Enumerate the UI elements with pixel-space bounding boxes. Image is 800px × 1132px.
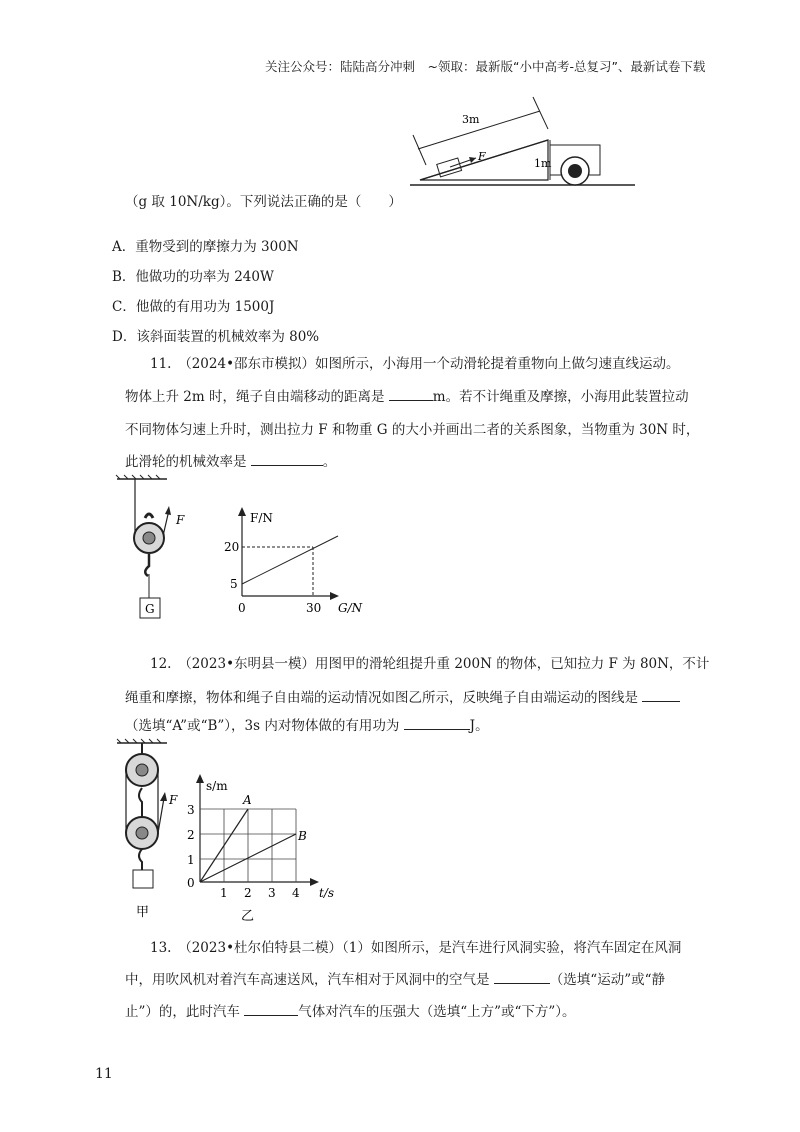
label-b: B [298,829,307,843]
q11-weight-label: G [145,602,155,616]
q11-line2 [125,385,689,405]
q12-line1: 12. （2023•东明县一模）用图甲的滑轮组提升重 200N 的物体，已知拉力 F 为 80N，不计 [150,656,710,672]
q12-force-arrow [160,792,167,801]
st-y-tick-1: 1 [187,853,195,867]
page-header: 关注公众号：陆陆高分冲刺 ~领取：最新版“小中高考-总复习”、最新试卷下载 [265,59,706,74]
q10-option-a: A．重物受到的摩擦力为 300N [112,239,299,255]
q12-weight-box [133,870,153,888]
q11-line1: 11. （2024•邵东市模拟）如图所示，小海用一个动滑轮提着重物向上做匀速直线运动。 [150,356,680,372]
hook [145,554,149,576]
q11-force-arrow [165,506,171,515]
incline-figure [400,85,645,195]
y-tick-5: 5 [230,577,238,591]
caption-yi: 乙 [241,909,255,924]
st-y-tick-2: 2 [187,828,195,842]
q11-line3: 不同物体匀速上升时，测出拉力 F 和物重 G 的大小并画出二者的关系图象，当物重为 30N 时， [125,422,700,438]
x-tick-30: 30 [306,601,322,615]
q12-st-graph [183,770,353,925]
q13-line2 [125,968,665,988]
y-axis-label: F/N [250,511,273,525]
q13-line2-a: 中，用吹风机对着汽车高速送风，汽车相对于风洞中的空气是 [125,972,494,988]
y-tick-20: 20 [224,540,240,554]
q12-pulley-system [112,738,192,920]
q10-option-d: D．该斜面装置的机械效率为 80% [112,329,320,345]
q13-blank-1[interactable] [494,971,550,984]
q13-line3 [125,1000,576,1020]
q12-line3 [125,714,489,734]
q13-line2-b: （选填“运动”或“静 [549,972,666,988]
q13-line1: 13. （2023•杜尔伯特县二模）（1）如图所示，是汽车进行风洞实验，将汽车固定在风洞 [150,940,682,956]
st-x-tick-2: 2 [244,886,252,900]
q10-option-b: B．他做功的功率为 240W [112,269,274,285]
q12-line2 [125,686,680,706]
st-x-label: t/s [319,886,335,900]
length-label: 3m [462,113,480,126]
q12-force-label: F [169,793,178,807]
q13-line3-a: 止”）的，此时汽车 [125,1004,245,1020]
q11-force-label: F [176,513,185,527]
st-x-tick-4: 4 [292,886,300,900]
q11-line2-b: m。若不计绳重及摩擦，小海用此装置拉动 [432,389,689,405]
x-tick-0: 0 [238,601,246,615]
q12-line3-a: （选填“A”或“B”），3s 内对物体做的有用功为 [125,718,404,734]
q12-blank-1[interactable] [642,689,680,702]
fg-line [242,536,338,584]
q13-line3-b: 气体对汽车的压强大（选填“上方”或“下方”）。 [298,1004,576,1020]
force-label: F [478,150,486,163]
st-y-tick-0: 0 [187,876,195,890]
st-x-tick-3: 3 [268,886,276,900]
q11-line4-a: 此滑轮的机械效率是 [125,454,251,470]
label-a: A [243,793,252,807]
q11-blank-2[interactable] [251,453,323,466]
q11-line4-b: 。 [322,454,337,470]
height-label: 1m [534,157,552,170]
caption-jia: 甲 [136,905,150,920]
page-number: 11 [95,1066,113,1082]
q13-blank-2[interactable] [244,1003,298,1016]
q11-blank-1[interactable] [389,388,433,401]
q12-blank-2[interactable] [404,717,470,730]
x-axis-label: G/N [338,601,363,615]
q11-fg-graph [218,504,378,622]
q10-option-c: C．他做的有用功为 1500J [112,299,275,315]
q12-line3-b: J。 [469,718,489,734]
q11-line4 [125,450,336,470]
st-y-tick-3: 3 [187,803,195,817]
q12-line2-a: 绳重和摩擦，物体和绳子自由端的运动情况如图乙所示，反映绳子自由端运动的图线是 [125,690,643,706]
st-x-tick-1: 1 [220,886,228,900]
q11-pulley-figure [112,474,202,624]
q11-line2-a: 物体上升 2m 时，绳子自由端移动的距离是 [125,389,389,405]
q10-stem-tail: （g 取 10N/kg）。下列说法正确的是（ ） [125,194,402,210]
st-y-label: s/m [206,779,228,793]
